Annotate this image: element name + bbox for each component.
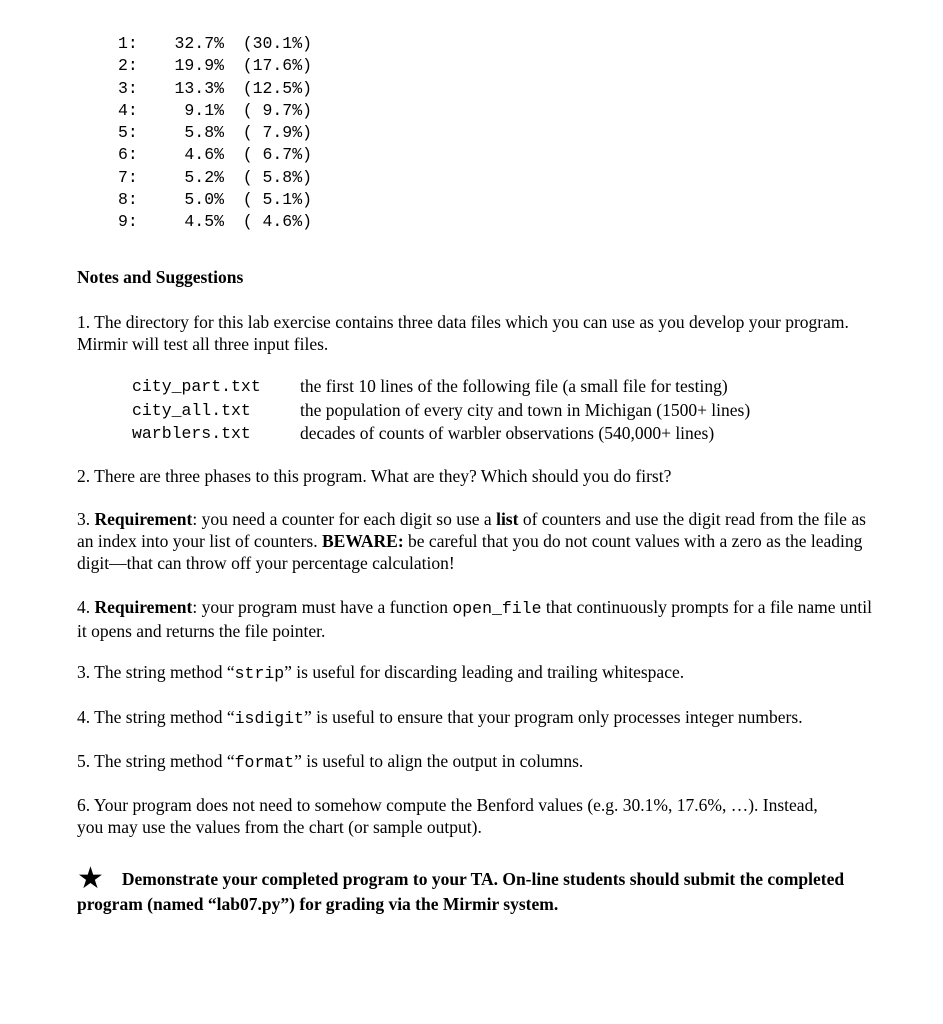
note-item-4: 4. Requirement: your program must have a function open_file that continuously prompts for a file name until it opens and returns the file pointer. xyxy=(77,597,872,641)
file-row xyxy=(132,375,750,399)
output-row: 8: 5.0% ( 5.1%) xyxy=(118,190,312,210)
note-item-strip: 3. The string method “strip” is useful for discarding leading and trailing whitespace. xyxy=(77,662,685,683)
note-item-isdigit: 4. The string method “isdigit” is useful to ensure that your program only processes integer numbers. xyxy=(77,707,803,728)
file-description: the population of every city and town in Michigan (1500+ lines) xyxy=(300,399,751,420)
output-row: 5: 5.8% ( 7.9%) xyxy=(118,123,312,143)
data-files-list xyxy=(132,375,750,446)
code-strip: strip xyxy=(234,664,285,683)
demonstrate-note: ★ Demonstrate your completed program to your TA. On-line students should submit the completed program (named “lab07.py”) for grading via the Mirmir system. xyxy=(77,862,845,914)
file-name: city_all.txt xyxy=(132,400,251,420)
note-item-format: 5. The string method “format” is useful to align the output in columns. xyxy=(77,751,584,772)
file-description: decades of counts of warbler observations (540,000+ lines) xyxy=(300,423,715,443)
file-name: warblers.txt xyxy=(132,424,251,443)
sample-output-table xyxy=(118,33,312,234)
file-row xyxy=(132,422,750,446)
code-open-file: open_file xyxy=(452,599,542,618)
output-row: 2: 19.9% (17.6%) xyxy=(118,56,312,76)
output-row: 1: 32.7% (30.1%) xyxy=(118,34,312,53)
output-row: 3: 13.3% (12.5%) xyxy=(118,78,312,98)
file-description: the first 10 lines of the following file (a small file for testing) xyxy=(300,376,728,396)
note-item-2: 2. There are three phases to this program. What are they? Which should you do first? xyxy=(77,466,672,486)
output-row: 9: 4.5% ( 4.6%) xyxy=(118,212,312,232)
note-item-benford: 6. Your program does not need to somehow compute the Benford values (e.g. 30.1%, 17.6%, …). Instead, you may use the values from the chart (or sample output). xyxy=(77,795,818,837)
note-item-3: 3. Requirement: you need a counter for each digit so use a list of counters and use the digit read from the file as an index into your list of counters. BEWARE: be careful that you do not count values with a zero as the leading digit—that can throw off your percentage calculation! xyxy=(77,509,866,573)
star-icon: ★ xyxy=(77,862,104,895)
output-row: 7: 5.2% ( 5.8%) xyxy=(118,167,312,187)
notes-heading: Notes and Suggestions xyxy=(77,267,244,287)
output-row: 4: 9.1% ( 9.7%) xyxy=(118,100,312,120)
note-item-1: 1. The directory for this lab exercise contains three data files which you can use as you develop your program. Mirmir will test all three input files. xyxy=(77,312,849,354)
file-name: city_part.txt xyxy=(132,377,261,396)
code-format: format xyxy=(234,753,295,772)
output-row: 6: 4.6% ( 6.7%) xyxy=(118,145,312,165)
code-isdigit: isdigit xyxy=(234,709,304,728)
file-row xyxy=(132,399,750,423)
